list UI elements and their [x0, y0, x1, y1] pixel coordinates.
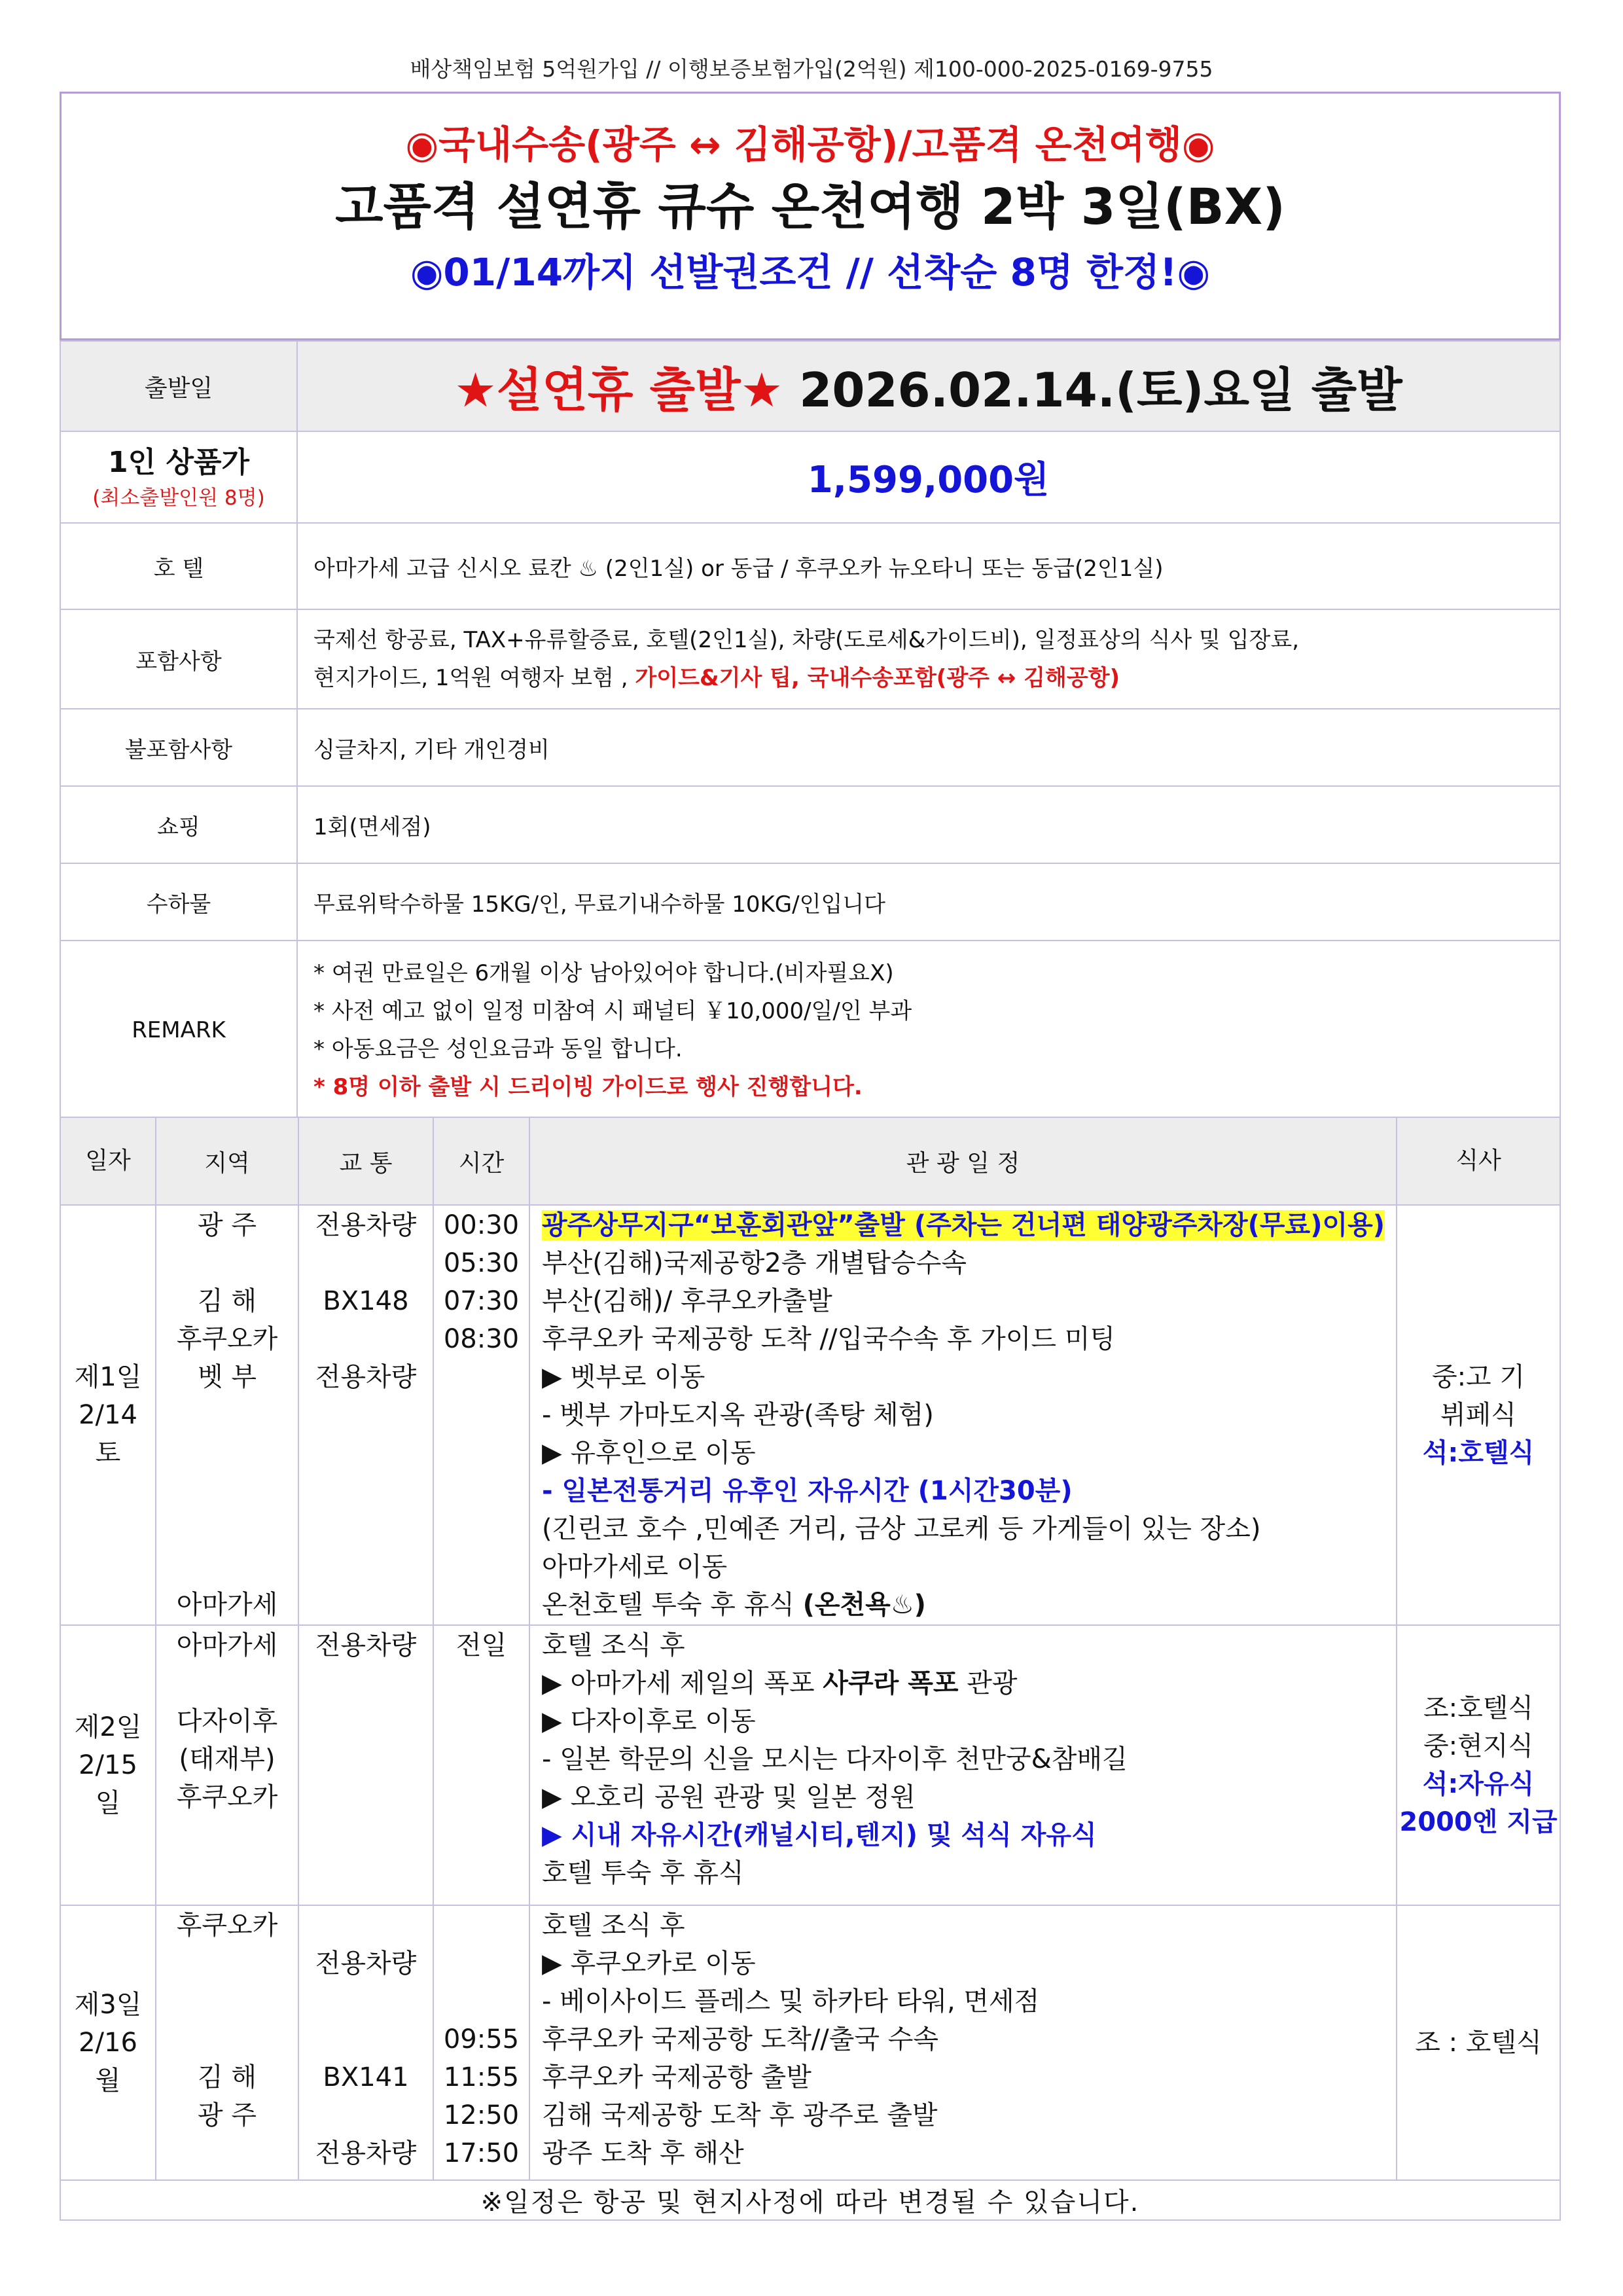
onsen-bath-note: (온천욕♨)	[802, 1590, 926, 1620]
plan-line: 김해 국제공항 도착 후 광주로 출발	[542, 2100, 938, 2130]
day3-row	[60, 1905, 1560, 2180]
time-line	[435, 1982, 528, 2020]
meal-line: 2000엔 지급	[1399, 1807, 1558, 1837]
departure-date: 2026.02.14.(토)요일 출발	[783, 363, 1402, 418]
shopping-row	[60, 786, 1560, 863]
day3-meal	[1397, 1905, 1560, 2180]
remark-line-2: * 사전 예고 없이 일정 미참여 시 패널티 ￥10,000/일/인 부과	[313, 998, 912, 1024]
remark-line-3: * 아동요금은 성인요금과 동일 합니다.	[313, 1036, 683, 1062]
plan-line: 광주 도착 후 해산	[542, 2138, 744, 2168]
included-red: 가이드&기사 팁, 국내수송포함(광주 ↔ 김해공항)	[635, 665, 1120, 691]
meal-line: 석:자유식	[1422, 1769, 1535, 1799]
day3-time	[433, 1905, 529, 2180]
region-line: 김 해	[198, 1286, 257, 1316]
meal-line: 중:현지식	[1423, 1731, 1534, 1761]
plan-text: 온천호텔 투숙 후 휴식	[542, 1590, 803, 1620]
day3-plan	[529, 1905, 1397, 2180]
remark-value	[297, 941, 1560, 1120]
plan-line: ▶ 다자이후로 이동	[542, 1706, 756, 1736]
transport-line: BX148	[323, 1286, 409, 1316]
time-line: 11:55	[443, 2062, 520, 2092]
plan-text: 관광	[958, 1668, 1018, 1698]
day1-date	[60, 1205, 156, 1625]
time-line: 12:50	[443, 2100, 520, 2130]
title-line-1: ◉국내수송(광주 ↔ 김해공항)/고품격 온천여행◉	[405, 122, 1215, 167]
plan-line: - 일본전통거리 유후인 자유시간 (1시간30분)	[542, 1476, 1073, 1506]
plan-line: - 베이사이드 플레스 및 하카타 타워, 면세점	[542, 1986, 1040, 2017]
plan-line: - 일본 학문의 신을 모시는 다자이후 천만궁&참배길	[542, 1744, 1128, 1774]
remark-line-1: * 여권 만료일은 6개월 이상 남아있어야 합니다.(비자필요X)	[313, 960, 894, 986]
meal-line: 조 : 호텔식	[1415, 2028, 1542, 2058]
day2-time	[433, 1625, 529, 1905]
header-day: 일자	[60, 1117, 156, 1205]
info-table	[60, 340, 1561, 1121]
day2-md: 2/15	[79, 1750, 137, 1780]
title-line-2: 고품격 설연휴 큐슈 온천여행 2박 3일(BX)	[335, 177, 1285, 236]
plan-line: ▶ 오호리 공원 관광 및 일본 정원	[542, 1782, 916, 1812]
time-line: 17:50	[443, 2138, 520, 2168]
remark-red-line: * 8명 이하 출발 시 드리이빙 가이드로 행사 진행합니다.	[313, 1074, 863, 1100]
plan-line: 후쿠오카 국제공항 출발	[542, 2062, 812, 2092]
header-transport: 교 통	[298, 1117, 433, 1205]
transport-line	[300, 1982, 432, 2020]
shopping-label: 쇼핑	[60, 786, 297, 863]
plan-line: ▶ 후쿠오카로 이동	[542, 1948, 756, 1979]
schedule-table	[60, 1117, 1561, 2221]
excluded-row	[60, 709, 1560, 786]
departure-value	[297, 341, 1560, 431]
day1-md: 2/14	[79, 1400, 137, 1430]
region-line	[157, 1548, 297, 1586]
day2-weekday: 일	[95, 1788, 121, 1818]
plan-line: 부산(김해)국제공항2층 개별탑승수속	[542, 1248, 967, 1278]
time-line	[435, 1907, 528, 1945]
transport-line	[300, 1244, 432, 1282]
shopping-value: 1회(면세점)	[297, 786, 1560, 863]
plan-line	[542, 1664, 1395, 1702]
meal-line: 석:호텔식	[1422, 1438, 1535, 1468]
baggage-row	[60, 863, 1560, 941]
transport-line	[300, 1907, 432, 1945]
meal-line: 중:고 기	[1431, 1362, 1525, 1392]
excluded-value: 싱글차지, 기타 개인경비	[297, 709, 1560, 786]
region-line: 후쿠오카	[176, 1324, 278, 1354]
time-line: 08:30	[443, 1324, 520, 1354]
day2-transport	[298, 1625, 433, 1905]
included-plain: 현지가이드, 1억원 여행자 보험 ,	[313, 665, 635, 691]
plan-text: ▶ 아마가세 제일의 폭포	[542, 1668, 823, 1698]
header-plan: 관 광 일 정	[529, 1117, 1397, 1205]
sakura-falls: 사쿠라 폭포	[823, 1668, 959, 1698]
header-meal: 식사	[1397, 1117, 1560, 1205]
region-line	[157, 2020, 297, 2058]
remark-label: REMARK	[60, 941, 297, 1120]
price-label: 1인 상품가	[108, 445, 249, 479]
time-line: 07:30	[443, 1286, 520, 1316]
plan-line: ▶ 시내 자유시간(캐널시티,텐지) 및 석식 자유식	[542, 1820, 1097, 1850]
plan-line: 아마가세로 이동	[542, 1552, 728, 1582]
region-line	[157, 1472, 297, 1510]
schedule-header-row	[60, 1117, 1560, 1205]
region-line	[157, 1982, 297, 2020]
insurance-line: 배상책임보험 5억원가입 // 이행보증보험가입(2억원) 제100-000-2025-0169-9755	[410, 56, 1213, 82]
included-line-1: 국제선 항공료, TAX+유류할증료, 호텔(2인1실), 차량(도로세&가이드비), 일정표상의 식사 및 입장료,	[313, 627, 1300, 653]
region-line: 벳 부	[198, 1362, 257, 1392]
plan-line: 후쿠오카 국제공항 도착 //입국수속 후 가이드 미팅	[542, 1324, 1116, 1354]
time-line: 09:55	[443, 2024, 520, 2054]
included-label: 포함사항	[60, 609, 297, 709]
time-line: 05:30	[443, 1248, 520, 1278]
transport-line: BX141	[323, 2062, 409, 2092]
region-line	[157, 1244, 297, 1282]
departure-star: ★설연휴 출발★	[454, 363, 783, 418]
plan-line: 호텔 조식 후	[542, 1910, 685, 1941]
day3-md: 2/16	[79, 2028, 137, 2058]
day3-weekday: 월	[95, 2066, 121, 2096]
transport-line: 전용차량	[315, 1630, 417, 1660]
region-line	[157, 1945, 297, 1982]
transport-line: 전용차량	[315, 1948, 417, 1979]
included-line-2	[313, 659, 1559, 697]
day2-date	[60, 1625, 156, 1905]
transport-line: 전용차량	[315, 2138, 417, 2168]
transport-line: 전용차량	[315, 1362, 417, 1392]
day2-meal	[1397, 1625, 1560, 1905]
header-time: 시간	[433, 1117, 529, 1205]
header-region: 지역	[156, 1117, 298, 1205]
day3-region	[156, 1905, 298, 2180]
region-line	[157, 1396, 297, 1434]
region-line: 후쿠오카	[176, 1910, 278, 1941]
transport-line	[300, 2020, 432, 2058]
time-line: 00:30	[443, 1210, 520, 1240]
region-line: 광 주	[198, 1210, 257, 1240]
title-line-3: ◉01/14까지 선발권조건 // 선착순 8명 한정!◉	[410, 250, 1211, 295]
title-box	[60, 92, 1561, 340]
transport-line: 전용차량	[315, 1210, 417, 1240]
plan-line: - 벳부 가마도지옥 관광(족탕 체험)	[542, 1400, 934, 1430]
meeting-point-highlight: 광주상무지구“보훈회관앞”출발 (주차는 건너편 태양광주차장(무료)이용)	[542, 1210, 1385, 1240]
baggage-value: 무료위탁수하물 15KG/인, 무료기내수하물 10KG/인입니다	[297, 863, 1560, 941]
day2-plan	[529, 1625, 1397, 1905]
day1-plan	[529, 1205, 1397, 1625]
price-value: 1,599,000원	[297, 431, 1560, 523]
price-row	[60, 431, 1560, 523]
baggage-label: 수하물	[60, 863, 297, 941]
meal-line: 뷔페식	[1440, 1400, 1516, 1430]
region-line	[157, 1434, 297, 1472]
day3-transport	[298, 1905, 433, 2180]
time-line	[435, 1945, 528, 1982]
region-line: 아마가세	[176, 1590, 278, 1620]
day2-label: 제2일	[74, 1712, 142, 1742]
footer-row	[60, 2180, 1560, 2220]
region-line: 후쿠오카	[176, 1782, 278, 1812]
plan-line: 호텔 조식 후	[542, 1630, 685, 1660]
hotel-row	[60, 523, 1560, 609]
day2-region	[156, 1625, 298, 1905]
hotel-label: 호 텔	[60, 523, 297, 609]
plan-line	[542, 1586, 1395, 1624]
schedule-footer-note: ※일정은 항공 및 현지사정에 따라 변경될 수 있습니다.	[60, 2180, 1560, 2220]
min-people-note: (최소출발인원 8명)	[92, 486, 265, 510]
time-line: 전일	[455, 1630, 507, 1660]
region-line	[157, 1664, 297, 1702]
day3-date	[60, 1905, 156, 2180]
transport-line	[300, 2096, 432, 2134]
meal-line: 조:호텔식	[1423, 1693, 1534, 1723]
plan-line: ▶ 벳부로 이동	[542, 1362, 705, 1392]
included-row	[60, 609, 1560, 709]
transport-line	[300, 1320, 432, 1358]
region-line: (태재부)	[179, 1744, 276, 1774]
region-line: 아마가세	[176, 1630, 278, 1660]
hotel-value: 아마가세 고급 신시오 료칸 ♨ (2인1실) or 동급 / 후쿠오카 뉴오타니 또는 동급(2인1실)	[297, 523, 1560, 609]
day1-time	[433, 1205, 529, 1625]
region-line: 다자이후	[176, 1706, 278, 1736]
region-line: 김 해	[198, 2062, 257, 2092]
day3-label: 제3일	[74, 1990, 142, 2020]
region-line	[157, 1510, 297, 1548]
plan-line	[542, 1206, 1395, 1244]
day1-region	[156, 1205, 298, 1625]
day2-row	[60, 1625, 1560, 1905]
region-line: 광 주	[198, 2100, 257, 2130]
day1-transport	[298, 1205, 433, 1625]
price-label-cell	[60, 431, 297, 523]
plan-line: 후쿠오카 국제공항 도착//출국 수속	[542, 2024, 939, 2054]
departure-label: 출발일	[60, 341, 297, 431]
day1-weekday: 토	[95, 1438, 121, 1468]
excluded-label: 불포함사항	[60, 709, 297, 786]
plan-line: 호텔 투숙 후 휴식	[542, 1858, 744, 1888]
day1-label: 제1일	[74, 1362, 142, 1392]
remark-row	[60, 941, 1560, 1120]
plan-line: 부산(김해)/ 후쿠오카출발	[542, 1286, 832, 1316]
plan-line: (긴린코 호수 ,민예존 거리, 금상 고로케 등 가게들이 있는 장소)	[542, 1514, 1261, 1544]
day1-meal	[1397, 1205, 1560, 1625]
included-value	[297, 609, 1560, 709]
plan-line: ▶ 유후인으로 이동	[542, 1438, 756, 1468]
departure-row	[60, 341, 1560, 431]
day1-row	[60, 1205, 1560, 1625]
